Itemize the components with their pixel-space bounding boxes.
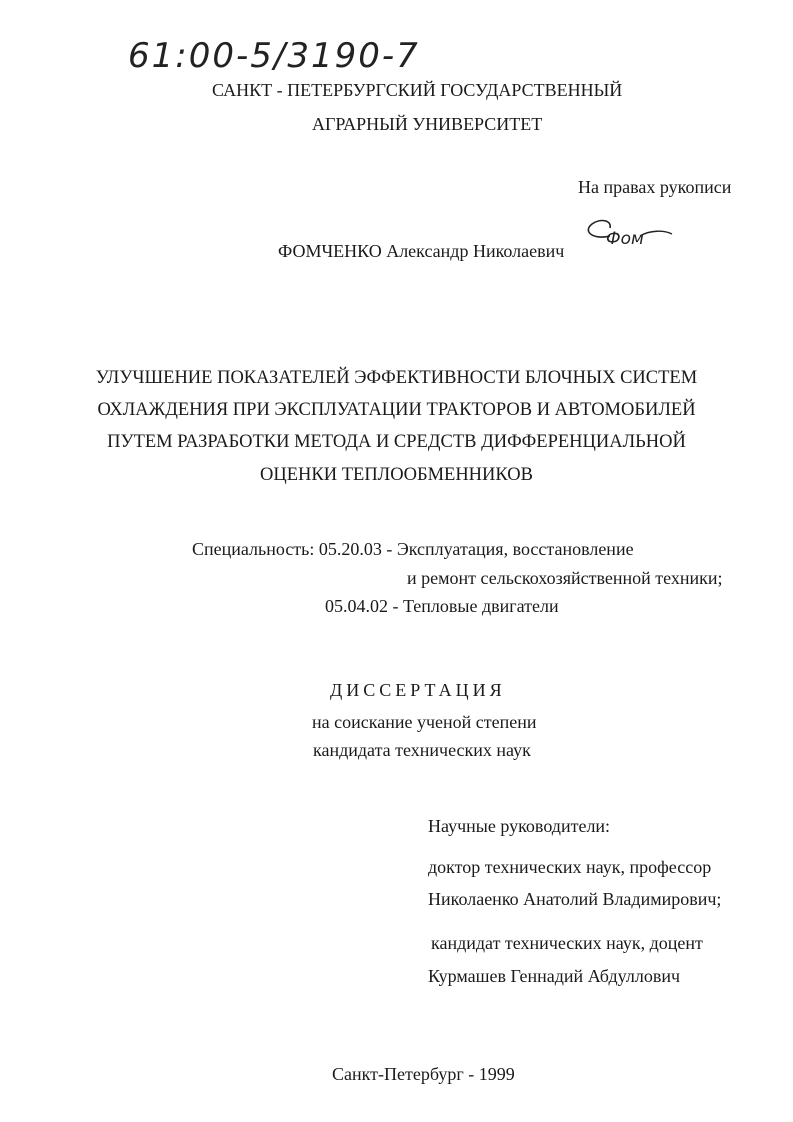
supervisor-2-name: Курмашев Геннадий Абдуллович xyxy=(428,966,680,986)
manuscript-note: На правах рукописи xyxy=(578,177,732,197)
dissertation-heading: ДИССЕРТАЦИЯ xyxy=(330,680,506,700)
specialty-line-1: Специальность: 05.20.03 - Эксплуатация, восстановление xyxy=(192,539,634,559)
specialty-line-3: 05.04.02 - Тепловые двигатели xyxy=(325,596,559,616)
supervisor-1-name: Николаенко Анатолий Владимирович; xyxy=(428,889,722,909)
supervisors-heading: Научные руководители: xyxy=(428,816,611,836)
supervisor-1-degree: доктор технических наук, профессор xyxy=(428,857,712,877)
title-line-2: ОХЛАЖДЕНИЯ ПРИ ЭКСПЛУАТАЦИИ ТРАКТОРОВ И АВТОМОБИЛЕЙ xyxy=(97,400,696,420)
specialty-line-2: и ремонт сельскохозяйственной техники; xyxy=(407,568,723,588)
signature-text: Фом xyxy=(606,229,644,249)
supervisor-2-degree: кандидат технических наук, доцент xyxy=(431,933,703,953)
author-name: ФОМЧЕНКО Александр Николаевич xyxy=(278,241,565,261)
title-line-4: ОЦЕНКИ ТЕПЛООБМЕННИКОВ xyxy=(260,465,533,485)
degree-line-1: на соискание ученой степени xyxy=(312,712,537,732)
archive-number: 61:00-5/3190-7 xyxy=(128,36,420,76)
city-year: Санкт-Петербург - 1999 xyxy=(332,1064,515,1084)
title-line-1: УЛУЧШЕНИЕ ПОКАЗАТЕЛЕЙ ЭФФЕКТИВНОСТИ БЛОЧНЫХ СИСТЕМ xyxy=(95,368,698,388)
title-line-3: ПУТЕМ РАЗРАБОТКИ МЕТОДА И СРЕДСТВ ДИФФЕРЕНЦИАЛЬНОЙ xyxy=(107,432,686,452)
university-line-2: АГРАРНЫЙ УНИВЕРСИТЕТ xyxy=(312,114,543,134)
university-line-1: САНКТ - ПЕТЕРБУРГСКИЙ ГОСУДАРСТВЕННЫЙ xyxy=(212,80,623,100)
degree-line-2: кандидата технических наук xyxy=(313,740,531,760)
signature-mark xyxy=(580,214,680,254)
